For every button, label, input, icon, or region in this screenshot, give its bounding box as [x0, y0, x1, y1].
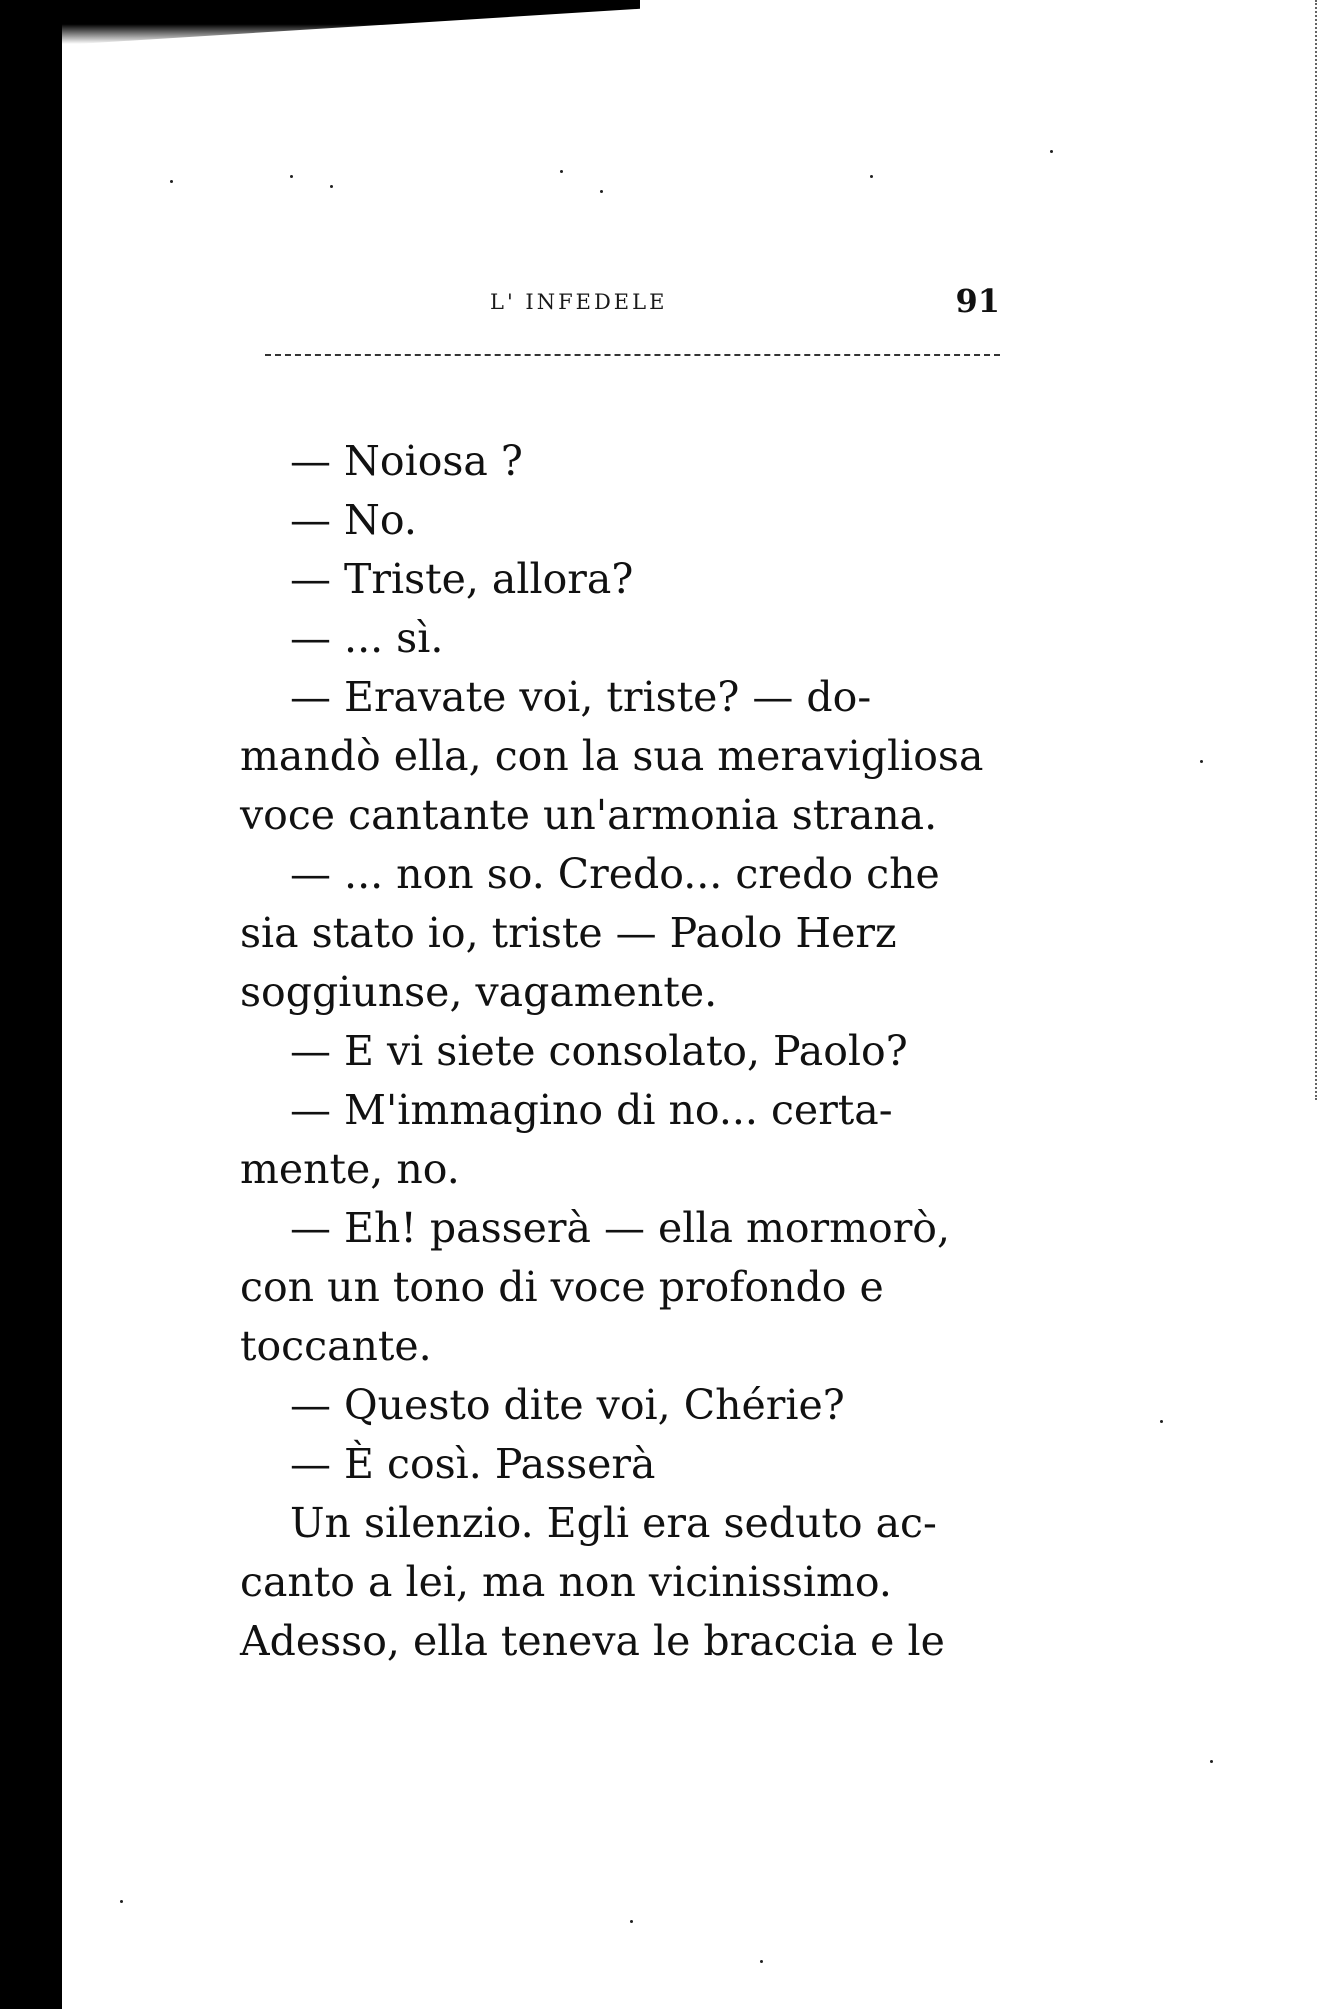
- scan-speck: [1200, 760, 1203, 763]
- scan-speck: [870, 175, 873, 178]
- text-line: — No.: [290, 496, 417, 544]
- text-line: con un tono di voce profondo e: [240, 1263, 884, 1311]
- text-line: — Triste, allora?: [290, 555, 634, 603]
- text-line: — Questo dite voi, Chérie?: [290, 1381, 845, 1429]
- scan-speck: [170, 180, 173, 183]
- text-line: Adesso, ella teneva le braccia e le: [240, 1617, 945, 1665]
- binding-shadow: [0, 0, 62, 2009]
- scan-speck: [120, 1900, 123, 1903]
- scan-speck: [330, 185, 333, 188]
- scan-speck: [760, 1960, 763, 1963]
- scan-speck: [560, 170, 563, 173]
- right-page-edge: [1315, 0, 1321, 1100]
- text-line: toccante.: [240, 1322, 432, 1370]
- text-line: — È così. Passerà: [290, 1440, 656, 1488]
- page-number: 91: [955, 282, 1000, 320]
- text-line: sia stato io, triste — Paolo Herz: [240, 909, 897, 957]
- text-line: — M'immagino di no... certa-: [290, 1086, 893, 1134]
- text-line: canto a lei, ma non vicinissimo.: [240, 1558, 892, 1606]
- text-line: — Noiosa ?: [290, 437, 523, 485]
- text-line: soggiunse, vagamente.: [240, 968, 718, 1016]
- text-line: — Eravate voi, triste? — do-: [290, 673, 872, 721]
- text-line: Un silenzio. Egli era seduto ac-: [290, 1499, 937, 1547]
- scan-speck: [630, 1920, 633, 1923]
- text-line: — ... non so. Credo... credo che: [290, 850, 940, 898]
- top-edge-shadow: [0, 0, 640, 44]
- scan-speck: [1210, 1760, 1213, 1763]
- text-line: mandò ella, con la sua meravigliosa: [240, 732, 984, 780]
- scan-speck: [1160, 1420, 1163, 1423]
- text-line: voce cantante un'armonia strana.: [240, 791, 938, 839]
- body-text: [240, 432, 1000, 1671]
- scan-speck: [290, 175, 293, 178]
- scan-speck: [1050, 150, 1053, 153]
- text-line: — Eh! passerà — ella mormorò,: [290, 1204, 951, 1252]
- running-header: [240, 282, 1000, 330]
- text-line: — E vi siete consolato, Paolo?: [290, 1027, 908, 1075]
- scan-speck: [600, 190, 603, 193]
- running-title: L' INFEDELE: [490, 290, 668, 314]
- text-line: — ... sì.: [290, 614, 444, 662]
- text-line: mente, no.: [240, 1145, 460, 1193]
- header-rule: [265, 354, 1000, 356]
